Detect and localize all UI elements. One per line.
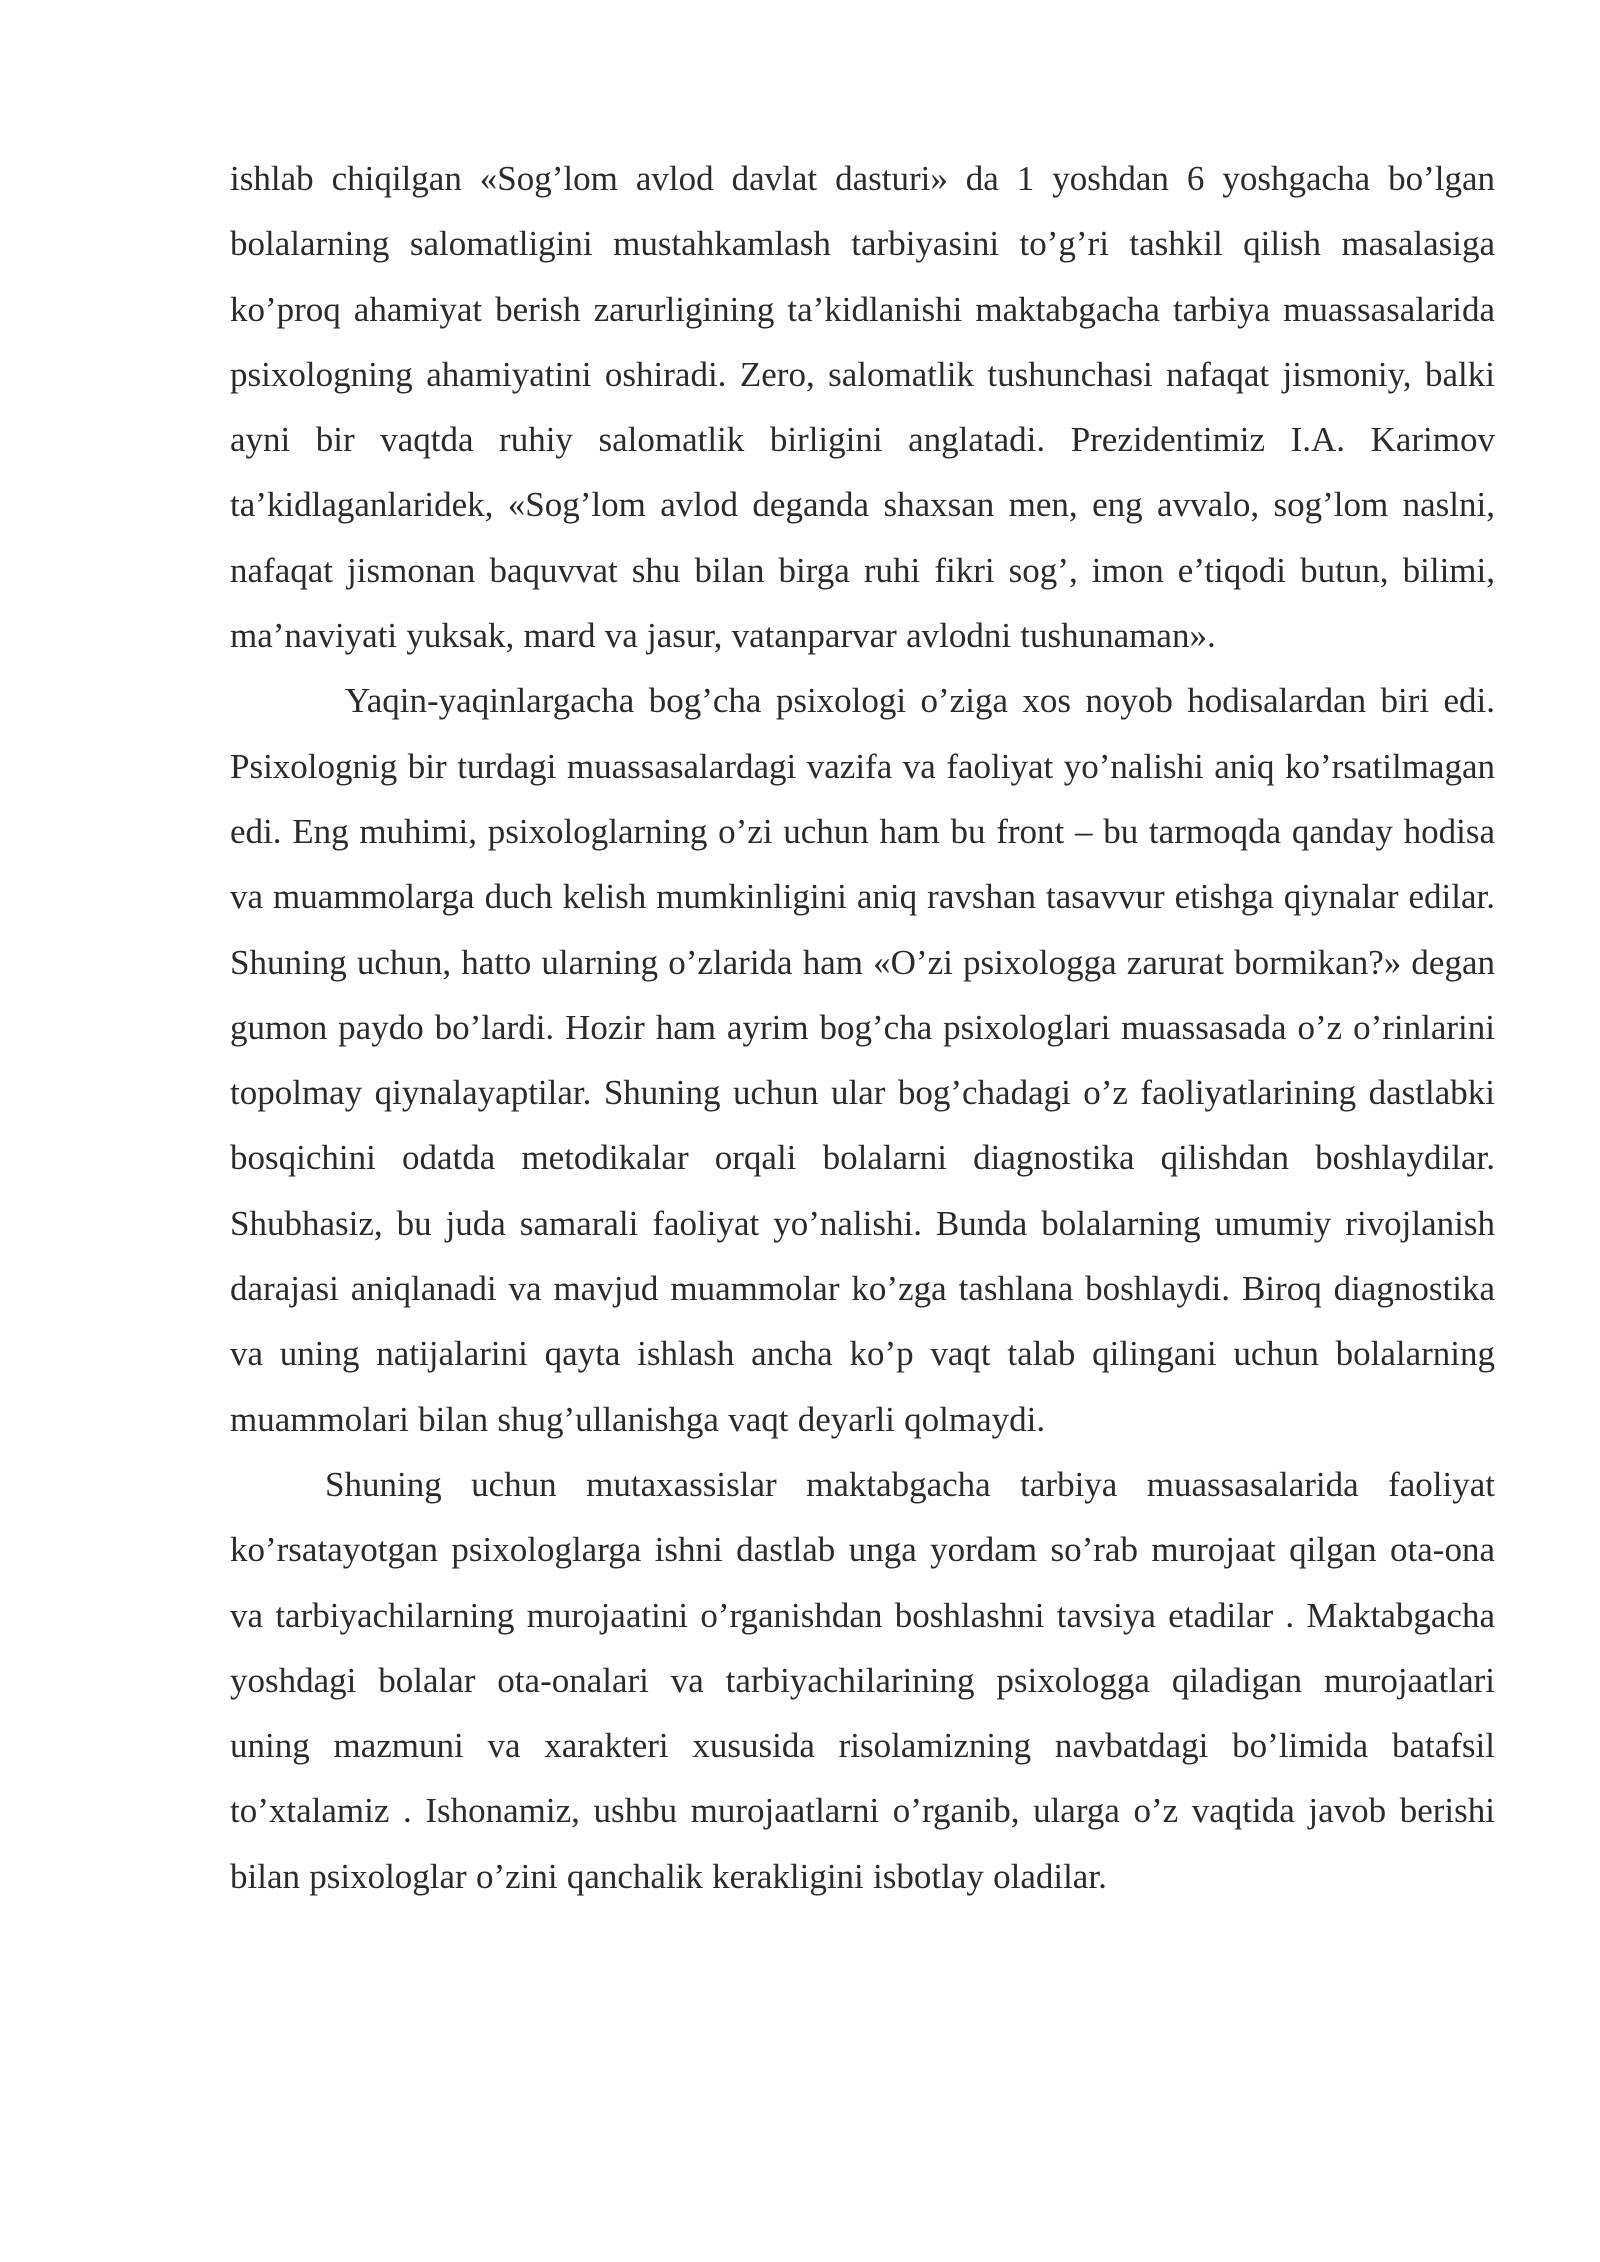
paragraph-3: Shuning uchun mutaxassislar maktabgacha tarbiya muassasalarida faoliyat ko’rsatayotgan psixologlarga ishni dastlab unga yordam so’rab murojaat qilgan ota-ona va tarbiyachilarning murojaatini o’rganishdan boshlashni tavsiya etadilar . Maktabgacha yoshdagi bolalar ota-onalari va tarbiyachilarining psixologga qiladigan murojaatlari uning mazmuni va xarakteri xususida risolamizning navbatdagi bo’limida batafsil to’xtalamiz . Ishonamiz, ushbu murojaatlarni o’rganib, ularga o’z vaqtida javob berishi bilan psixologlar o’zini qanchalik kerakligini isbotlay oladilar. xyxy=(230,1464,1495,1896)
body-text xyxy=(230,146,1495,1909)
paragraph-1: ishlab chiqilgan «Sog’lom avlod davlat dasturi» da 1 yoshdan 6 yoshgacha bo’lgan bolalarning salomatligini mustahkamlash tarbiyasini to’g’ri tashkil qilish masalasiga ko’proq ahamiyat berish zarurligining ta’kidlanishi maktabgacha tarbiya muassasalarida psixologning ahamiyatini oshiradi. Zero, salomatlik tushunchasi nafaqat jismoniy, balki ayni bir vaqtda ruhiy salomatlik birligini anglatadi. Prezidentimiz I.A. Karimov ta’kidlaganlaridek, «Sog’lom avlod deganda shaxsan men, eng avvalo, sog’lom naslni, nafaqat jismonan baquvvat shu bilan birga ruhi fikri sog’, imon e’tiqodi butun, bilimi, ma’naviyati yuksak, mard va jasur, vatanparvar avlodni tushunaman». xyxy=(230,159,1495,656)
paragraph-2: Yaqin-yaqinlargacha bog’cha psixologi o’ziga xos noyob hodisalardan biri edi. Psixolognig bir turdagi muassasalardagi vazifa va faoliyat yo’nalishi aniq ko’rsatilmagan edi. Eng muhimi, psixologlarning o’zi uchun ham bu front – bu tarmoqda qanday hodisa va muammolarga duch kelish mumkinligini aniq ravshan tasavvur etishga qiynalar edilar. Shuning uchun, hatto ularning o’zlarida ham «O’zi psixologga zarurat bormikan?» degan gumon paydo bo’lardi. Hozir ham ayrim bog’cha psixologlari muassasada o’z o’rinlarini topolmay qiynalayaptilar. Shuning uchun ular bog’chadagi o’z faoliyatlarining dastlabki bosqichini odatda metodikalar orqali bolalarni diagnostika qilishdan boshlaydilar. Shubhasiz, bu juda samarali faoliyat yo’nalishi. Bunda bolalarning umumiy rivojlanish darajasi aniqlanadi va mavjud muammolar ko’zga tashlana boshlaydi. Biroq diagnostika va uning natijalarini qayta ishlash ancha ko’p vaqt talab qilingani uchun bolalarning muammolari bilan shug’ullanishga vaqt deyarli qolmaydi. xyxy=(230,681,1495,1439)
